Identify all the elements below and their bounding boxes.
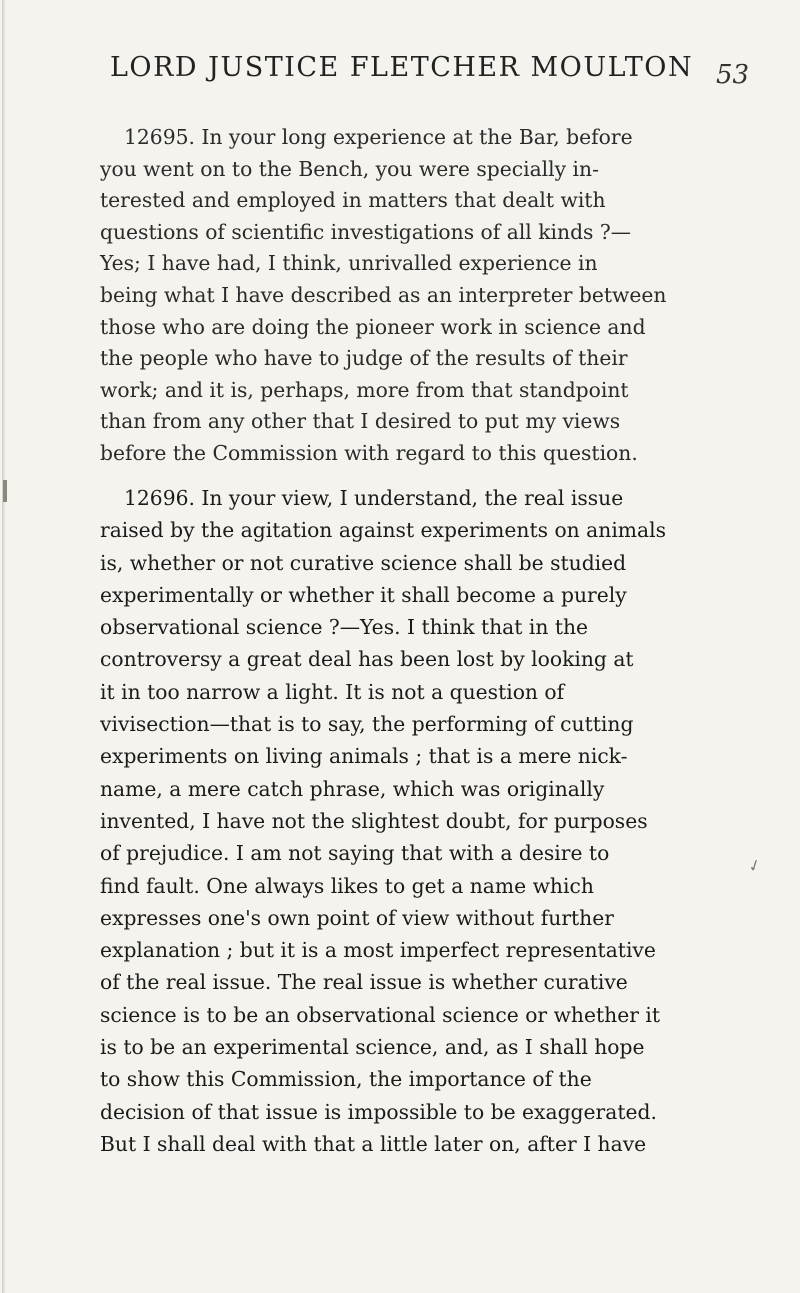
text-line: But I shall deal with that a little later on, after I have — [100, 1131, 647, 1156]
running-head — [0, 40, 800, 96]
text-line: experiments on living animals ; that is a mere nick- — [100, 744, 628, 769]
text-line: to show this Commission, the importance of the — [100, 1067, 592, 1092]
text-line: is to be an experimental science, and, as I shall hope — [100, 1035, 645, 1060]
margin-check-mark: ✓ — [745, 854, 765, 877]
text-line: explanation ; but it is a most imperfect representative — [100, 938, 656, 963]
paragraph-12695 — [100, 122, 740, 470]
text-line: you went on to the Bench, you were specially in- — [100, 156, 599, 181]
text-line: experimentally or whether it shall become a purely — [100, 582, 627, 607]
paragraph-12696 — [100, 482, 740, 1160]
text-line: the people who have to judge of the results of their — [100, 346, 628, 371]
text-line: find fault. One always likes to get a name which — [100, 873, 594, 898]
text-line: 12695. In your long experience at the Bar, before — [124, 125, 633, 149]
text-line: work; and it is, perhaps, more from that standpoint — [100, 377, 629, 402]
text-line: of prejudice. I am not saying that with a desire to — [100, 841, 610, 866]
text-line: it in too narrow a light. It is not a question of — [100, 679, 565, 704]
margin-tick — [3, 480, 7, 502]
text-line: name, a mere catch phrase, which was originally — [100, 776, 605, 801]
text-line: terested and employed in matters that dealt with — [100, 188, 606, 213]
text-line: raised by the agitation against experiments on animals — [100, 518, 667, 543]
text-line: is, whether or not curative science shall be studied — [100, 550, 627, 575]
text-line: than from any other that I desired to put my views — [100, 409, 621, 434]
text-line: expresses one's own point of view without further — [100, 905, 614, 930]
text-line: those who are doing the pioneer work in science and — [100, 314, 646, 339]
text-line: invented, I have not the slightest doubt, for purposes — [100, 808, 648, 833]
text-line: 12696. In your view, I understand, the real issue — [124, 486, 624, 510]
text-line: questions of scientific investigations of all kinds ?— — [100, 219, 632, 244]
text-line: observational science ?—Yes. I think that in the — [100, 615, 589, 640]
text-line: controversy a great deal has been lost by looking at — [100, 647, 634, 672]
text-line: vivisection—that is to say, the performing of cutting — [100, 712, 634, 737]
text-line: Yes; I have had, I think, unrivalled experience in — [100, 251, 598, 276]
text-line: before the Commission with regard to this question. — [100, 440, 638, 465]
text-line: being what I have described as an interpreter between — [100, 282, 667, 307]
text-line: of the real issue. The real issue is whether curative — [100, 970, 628, 995]
text-line: science is to be an observational science or whether it — [100, 1002, 660, 1027]
page-number: 53 — [716, 60, 750, 90]
scan-edge — [2, 0, 5, 1293]
text-line: decision of that issue is impossible to be exaggerated. — [100, 1099, 657, 1124]
running-title: LORD JUSTICE FLETCHER MOULTON — [110, 52, 694, 83]
